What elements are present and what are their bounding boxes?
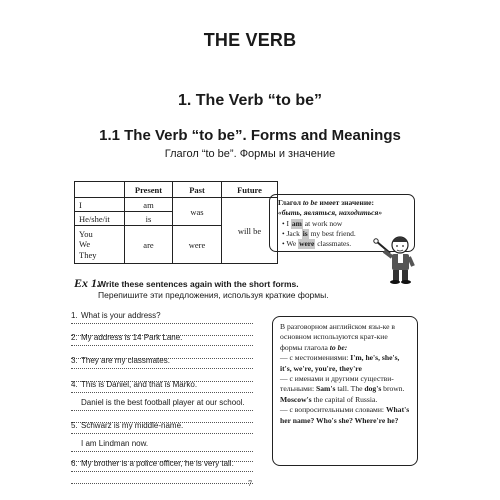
table-cell-pronoun: They [79,249,97,260]
exercise-instruction: Write these sentences again with the short forms. [98,279,299,289]
table-header-past: Past [173,182,222,198]
table-header-future: Future [222,182,278,198]
grammar-point-label: — с именами и другими существи-тельными: [280,374,394,394]
example-post: classmates. [315,239,352,248]
example-pre: • I [282,219,291,228]
meaning-example [278,219,406,229]
short-forms-grammar-box [272,316,418,466]
table-cell-past: were [173,226,222,264]
chapter-title: THE VERB [203,30,297,50]
subsection-title: 1.1 The Verb “to be”. Forms and Meanings [99,127,401,144]
item-text: I am Lindman now. [81,439,149,448]
grammar-point-questions [280,405,410,426]
item-text: My address is 14 Park Lane. [81,333,183,342]
subsection-subtitle: Глагол “to be”. Формы и значение [164,148,336,160]
grammar-example-bold: Moscow's [280,394,312,404]
table-cell-past: was [173,198,222,226]
example-verb: is [302,229,308,238]
grammar-point-label: — с вопросительными словами: [280,405,385,415]
example-pre: • Jack [282,229,302,238]
table-cell-pronoun-group [75,226,125,264]
example-verb: were [299,239,315,248]
example-post: my best friend. [308,229,356,238]
item-number: 6. [71,459,78,468]
table-cell-present: are [125,226,173,264]
table-cell-pronoun: We [79,239,91,250]
meaning-title-prefix: Глагол [278,198,301,207]
exercise-line[interactable] [71,418,253,434]
verb-forms-table [74,181,278,264]
item-number: 1. [71,311,78,320]
item-text: Schwarz is my middle-name. [81,421,184,430]
example-post: at work now [302,219,343,228]
table-cell-future: will be [222,198,278,264]
meaning-title-term: to be [302,198,318,207]
table-cell-present: is [125,212,173,226]
grammar-example-text: the capital of Russia. [311,394,378,404]
grammar-intro [280,322,410,353]
table-header-empty [75,182,125,198]
item-text: Daniel is the best football player at our school. [81,398,245,407]
table-header-row [75,182,278,198]
item-text: What is your address? [81,311,161,320]
exercise-line[interactable] [71,377,253,393]
page-number: 7 [248,479,252,488]
meaning-title-suffix: имеет значение: [319,198,374,207]
item-text: My brother is a police officer, he is very tall. [81,459,234,468]
boy-pointing-illustration [370,233,420,285]
table-cell-pronoun: He/she/it [75,212,125,226]
table-row [75,198,278,212]
example-verb: am [291,219,302,228]
table-cell-pronoun: I [75,198,125,212]
grammar-example-text: brown. [381,384,405,394]
grammar-intro-term: to be: [329,342,348,352]
example-pre: • We [282,239,299,248]
item-number: 5. [71,421,78,430]
grammar-point-nouns [280,374,410,405]
grammar-example-bold: Sam's [316,384,336,394]
grammar-point-forms: What's her name? Who's she? Where're he? [280,405,410,425]
meaning-box-title [278,198,406,208]
grammar-intro-text: В разговорном английском язы-ке в основном используются крат-кие формы глагола [280,322,395,352]
grammar-example-text: tall. The [335,384,365,394]
grammar-point-pronouns [280,353,410,374]
item-number: 4. [71,380,78,389]
grammar-example-bold: dog's [364,384,382,394]
item-number: 3. [71,356,78,365]
table-cell-present: am [125,198,173,212]
table-header-present: Present [125,182,173,198]
meaning-text: «быть, являться, находиться» [278,208,383,217]
section-title: 1. The Verb “to be” [177,92,323,109]
table-cell-pronoun: You [79,228,93,239]
exercise-label: Ex 1. [74,276,101,290]
item-text: This is Daniel, and that is Marko. [81,380,198,389]
item-number: 2. [71,333,78,342]
item-text: They are my classmates. [81,356,170,365]
grammar-point-label: — с местоимениями: [280,353,349,363]
grammar-point-forms: I'm, he's, she's, it's, we're, you're, they're [280,353,400,373]
exercise-instruction-ru: Перепишите эти предложения, используя краткие формы. [98,290,329,300]
